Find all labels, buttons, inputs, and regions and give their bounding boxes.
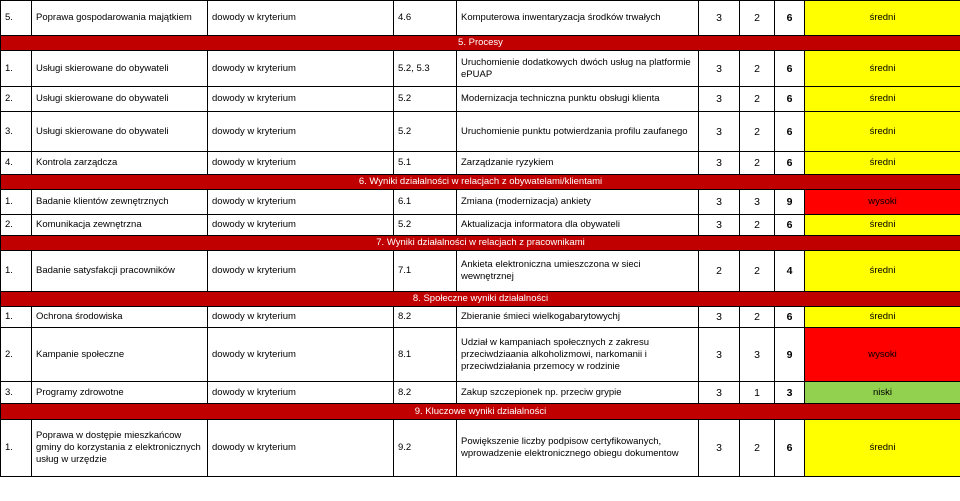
- criterion-ref-cell: 6.1: [394, 190, 457, 215]
- impact-cell: 2: [740, 420, 775, 477]
- risk-level-cell: średni: [805, 1, 960, 36]
- probability-cell: 3: [699, 152, 740, 175]
- area-cell: Poprawa gospodarowania majątkiem: [32, 1, 208, 36]
- probability-cell: 3: [699, 51, 740, 87]
- criterion-ref-cell: 5.1: [394, 152, 457, 175]
- probability-cell: 3: [699, 382, 740, 404]
- probability-cell: 3: [699, 87, 740, 112]
- probability-cell: 3: [699, 190, 740, 215]
- area-cell: Usługi skierowane do obywateli: [32, 51, 208, 87]
- evidence-type-cell: dowody w kryterium: [208, 51, 394, 87]
- table-row: [1, 1, 960, 36]
- action-cell: Powiększenie liczby podpisow certyfikowanych, wprowadzenie elektronicznego obiegu dokumentow: [457, 420, 699, 477]
- evidence-type-cell: dowody w kryterium: [208, 1, 394, 36]
- risk-level-cell: średni: [805, 152, 960, 175]
- row-number: 1.: [1, 420, 32, 477]
- risk-level-cell: średni: [805, 51, 960, 87]
- score-cell: 6: [775, 152, 805, 175]
- score-cell: 6: [775, 307, 805, 328]
- table-row: [1, 87, 960, 112]
- section-header-row: [1, 175, 960, 190]
- risk-level-cell: średni: [805, 112, 960, 152]
- section-title: 6. Wyniki działalności w relacjach z obywatelami/klientami: [1, 175, 960, 190]
- evidence-type-cell: dowody w kryterium: [208, 251, 394, 292]
- criterion-ref-cell: 8.1: [394, 328, 457, 382]
- action-cell: Zakup szczepionek np. przeciw grypie: [457, 382, 699, 404]
- table-row: [1, 190, 960, 215]
- evidence-type-cell: dowody w kryterium: [208, 382, 394, 404]
- action-cell: Uruchomienie punktu potwierdzania profilu zaufanego: [457, 112, 699, 152]
- score-cell: 6: [775, 1, 805, 36]
- impact-cell: 1: [740, 382, 775, 404]
- table-body: [1, 1, 960, 477]
- risk-level-cell: wysoki: [805, 190, 960, 215]
- criterion-ref-cell: 5.2: [394, 87, 457, 112]
- area-cell: Komunikacja zewnętrzna: [32, 215, 208, 236]
- row-number: 3.: [1, 112, 32, 152]
- score-cell: 6: [775, 112, 805, 152]
- criterion-ref-cell: 5.2, 5.3: [394, 51, 457, 87]
- area-cell: Poprawa w dostępie mieszkańcow gminy do korzystania z elektronicznych usług w urzędzie: [32, 420, 208, 477]
- section-header-row: [1, 404, 960, 420]
- action-cell: Zmiana (modernizacja) ankiety: [457, 190, 699, 215]
- action-cell: Modernizacja techniczna punktu obsługi klienta: [457, 87, 699, 112]
- table-row: [1, 328, 960, 382]
- risk-level-cell: niski: [805, 382, 960, 404]
- evidence-type-cell: dowody w kryterium: [208, 307, 394, 328]
- section-header-row: [1, 236, 960, 251]
- table-row: [1, 51, 960, 87]
- impact-cell: 3: [740, 190, 775, 215]
- score-cell: 9: [775, 190, 805, 215]
- row-number: 3.: [1, 382, 32, 404]
- risk-level-cell: średni: [805, 420, 960, 477]
- probability-cell: 3: [699, 420, 740, 477]
- risk-level-cell: średni: [805, 307, 960, 328]
- action-cell: Ankieta elektroniczna umieszczona w sieci wewnętrznej: [457, 251, 699, 292]
- section-header-row: [1, 292, 960, 307]
- impact-cell: 2: [740, 51, 775, 87]
- risk-level-cell: wysoki: [805, 328, 960, 382]
- row-number: 4.: [1, 152, 32, 175]
- score-cell: 3: [775, 382, 805, 404]
- criterion-ref-cell: 7.1: [394, 251, 457, 292]
- section-title: 9. Kluczowe wyniki działalności: [1, 404, 960, 420]
- section-header-row: [1, 36, 960, 51]
- area-cell: Kontrola zarządcza: [32, 152, 208, 175]
- impact-cell: 3: [740, 328, 775, 382]
- area-cell: Kampanie społeczne: [32, 328, 208, 382]
- evidence-type-cell: dowody w kryterium: [208, 215, 394, 236]
- area-cell: Ochrona środowiska: [32, 307, 208, 328]
- section-title: 8. Społeczne wyniki działalności: [1, 292, 960, 307]
- score-cell: 6: [775, 51, 805, 87]
- evidence-type-cell: dowody w kryterium: [208, 190, 394, 215]
- row-number: 2.: [1, 328, 32, 382]
- evidence-type-cell: dowody w kryterium: [208, 420, 394, 477]
- score-cell: 6: [775, 420, 805, 477]
- row-number: 2.: [1, 215, 32, 236]
- area-cell: Badanie klientów zewnętrznych: [32, 190, 208, 215]
- row-number: 5.: [1, 1, 32, 36]
- evidence-type-cell: dowody w kryterium: [208, 112, 394, 152]
- score-cell: 6: [775, 87, 805, 112]
- area-cell: Usługi skierowane do obywateli: [32, 112, 208, 152]
- table-row: [1, 382, 960, 404]
- risk-level-cell: średni: [805, 251, 960, 292]
- table-row: [1, 251, 960, 292]
- action-cell: Zarządzanie ryzykiem: [457, 152, 699, 175]
- area-cell: Usługi skierowane do obywateli: [32, 87, 208, 112]
- criterion-ref-cell: 8.2: [394, 307, 457, 328]
- table-row: [1, 112, 960, 152]
- impact-cell: 2: [740, 1, 775, 36]
- area-cell: Programy zdrowotne: [32, 382, 208, 404]
- score-cell: 9: [775, 328, 805, 382]
- table-row: [1, 152, 960, 175]
- score-cell: 6: [775, 215, 805, 236]
- probability-cell: 3: [699, 328, 740, 382]
- evidence-type-cell: dowody w kryterium: [208, 152, 394, 175]
- row-number: 1.: [1, 307, 32, 328]
- probability-cell: 3: [699, 215, 740, 236]
- risk-level-cell: średni: [805, 87, 960, 112]
- criterion-ref-cell: 5.2: [394, 215, 457, 236]
- row-number: 1.: [1, 251, 32, 292]
- impact-cell: 2: [740, 112, 775, 152]
- table-row: [1, 215, 960, 236]
- action-cell: Komputerowa inwentaryzacja środków trwałych: [457, 1, 699, 36]
- impact-cell: 2: [740, 87, 775, 112]
- impact-cell: 2: [740, 152, 775, 175]
- criterion-ref-cell: 8.2: [394, 382, 457, 404]
- criterion-ref-cell: 9.2: [394, 420, 457, 477]
- probability-cell: 3: [699, 307, 740, 328]
- row-number: 1.: [1, 51, 32, 87]
- row-number: 1.: [1, 190, 32, 215]
- action-cell: Zbieranie śmieci wielkogabarytowychj: [457, 307, 699, 328]
- evidence-type-cell: dowody w kryterium: [208, 328, 394, 382]
- row-number: 2.: [1, 87, 32, 112]
- evidence-type-cell: dowody w kryterium: [208, 87, 394, 112]
- section-title: 5. Procesy: [1, 36, 960, 51]
- table-row: [1, 307, 960, 328]
- area-cell: Badanie satysfakcji pracowników: [32, 251, 208, 292]
- action-cell: Udział w kampaniach społecznych z zakresu przeciwdziaania alkoholizmowi, narkomanii i przeciwdziałania przemocy w rodzinie: [457, 328, 699, 382]
- criterion-ref-cell: 4.6: [394, 1, 457, 36]
- section-title: 7. Wyniki działalności w relacjach z pracownikami: [1, 236, 960, 251]
- action-cell: Uruchomienie dodatkowych dwóch usług na platformie ePUAP: [457, 51, 699, 87]
- probability-cell: 2: [699, 251, 740, 292]
- action-cell: Aktualizacja informatora dla obywateli: [457, 215, 699, 236]
- score-cell: 4: [775, 251, 805, 292]
- impact-cell: 2: [740, 307, 775, 328]
- impact-cell: 2: [740, 215, 775, 236]
- criterion-ref-cell: 5.2: [394, 112, 457, 152]
- table-row: [1, 420, 960, 477]
- probability-cell: 3: [699, 112, 740, 152]
- risk-level-cell: średni: [805, 215, 960, 236]
- impact-cell: 2: [740, 251, 775, 292]
- probability-cell: 3: [699, 1, 740, 36]
